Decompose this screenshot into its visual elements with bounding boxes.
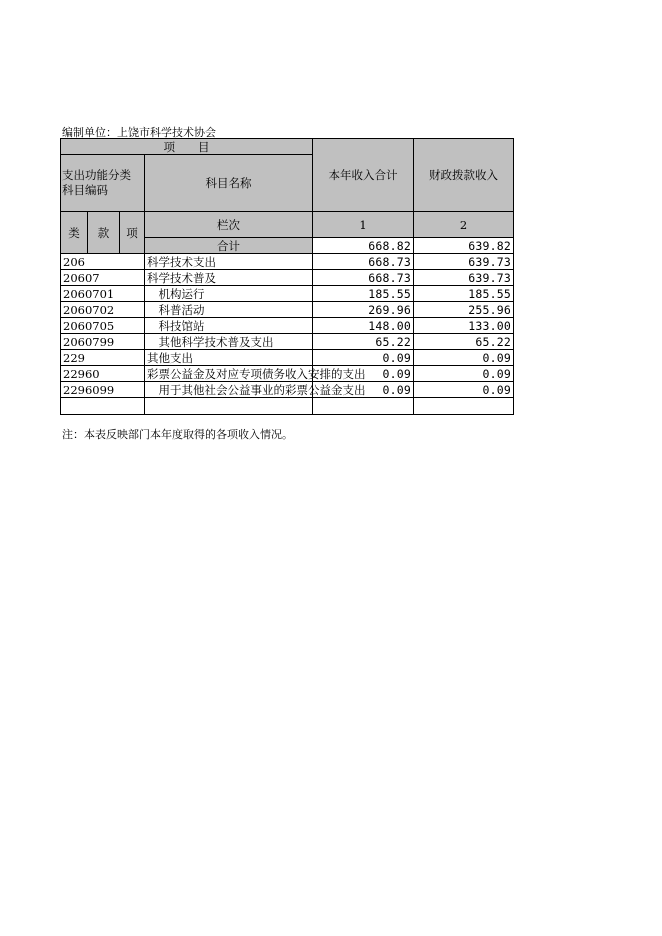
row-code: 2060702: [61, 302, 145, 318]
sum-total: 668.82: [313, 238, 414, 254]
row-fiscal: 0.09: [414, 382, 514, 398]
header-func-code: 支出功能分类科目编码: [61, 155, 145, 212]
row-total: 185.55: [313, 286, 414, 302]
row-fiscal: 185.55: [414, 286, 514, 302]
header-col1: 1: [313, 212, 414, 238]
row-name: 科学技术普及: [145, 270, 313, 286]
row-name: 机构运行: [145, 286, 313, 302]
income-table: [60, 138, 514, 415]
row-fiscal: 639.73: [414, 254, 514, 270]
row-code: 2060799: [61, 334, 145, 350]
row-name: 其他支出: [145, 350, 313, 366]
row-total: 148.00: [313, 318, 414, 334]
footnote: 注：本表反映部门本年度取得的各项收入情况。: [62, 428, 293, 441]
sum-fiscal: 639.82: [414, 238, 514, 254]
empty-cell: [61, 398, 145, 415]
header-col2: 2: [414, 212, 514, 238]
empty-cell: [145, 398, 313, 415]
header-total-income: 本年收入合计: [313, 139, 414, 212]
row-total: 65.22: [313, 334, 414, 350]
row-total: 668.73: [313, 254, 414, 270]
header-fiscal-income: 财政拨款收入: [414, 139, 514, 212]
header-kuan: 款: [88, 212, 120, 254]
table-row: [61, 350, 514, 366]
row-code: 2060701: [61, 286, 145, 302]
unit-label: 编制单位：上饶市科学技术协会: [62, 126, 216, 139]
table-row: [61, 366, 514, 382]
header-column-no: 栏次: [145, 212, 313, 238]
row-name: 科技馆站: [145, 318, 313, 334]
table-row: [61, 318, 514, 334]
table-row: [61, 334, 514, 350]
row-code: 22960: [61, 366, 145, 382]
row-fiscal: 65.22: [414, 334, 514, 350]
sum-label: 合计: [145, 238, 313, 254]
table-row: [61, 382, 514, 398]
row-total: 0.09: [313, 366, 414, 382]
table-row-empty: [61, 398, 514, 415]
row-fiscal: 639.73: [414, 270, 514, 286]
table-row: [61, 254, 514, 270]
row-code: 2296099: [61, 382, 145, 398]
header-lei: 类: [61, 212, 88, 254]
row-name: 用于其他社会公益事业的彩票公益金支出: [145, 382, 313, 398]
row-code: 2060705: [61, 318, 145, 334]
row-total: 269.96: [313, 302, 414, 318]
row-fiscal: 255.96: [414, 302, 514, 318]
row-fiscal: 0.09: [414, 366, 514, 382]
row-total: 0.09: [313, 382, 414, 398]
table-row: [61, 286, 514, 302]
empty-cell: [313, 398, 414, 415]
row-code: 206: [61, 254, 145, 270]
row-name: 科普活动: [145, 302, 313, 318]
header-subject-name: 科目名称: [145, 155, 313, 212]
table-row: [61, 302, 514, 318]
row-name: 科学技术支出: [145, 254, 313, 270]
row-total: 0.09: [313, 350, 414, 366]
row-fiscal: 0.09: [414, 350, 514, 366]
row-name: 彩票公益金及对应专项债务收入安排的支出: [145, 366, 313, 382]
header-xiang: 项: [120, 212, 145, 254]
header-project: 项 目: [61, 139, 313, 155]
row-code: 229: [61, 350, 145, 366]
row-total: 668.73: [313, 270, 414, 286]
row-fiscal: 133.00: [414, 318, 514, 334]
empty-cell: [414, 398, 514, 415]
row-code: 20607: [61, 270, 145, 286]
row-name: 其他科学技术普及支出: [145, 334, 313, 350]
table-row: [61, 270, 514, 286]
